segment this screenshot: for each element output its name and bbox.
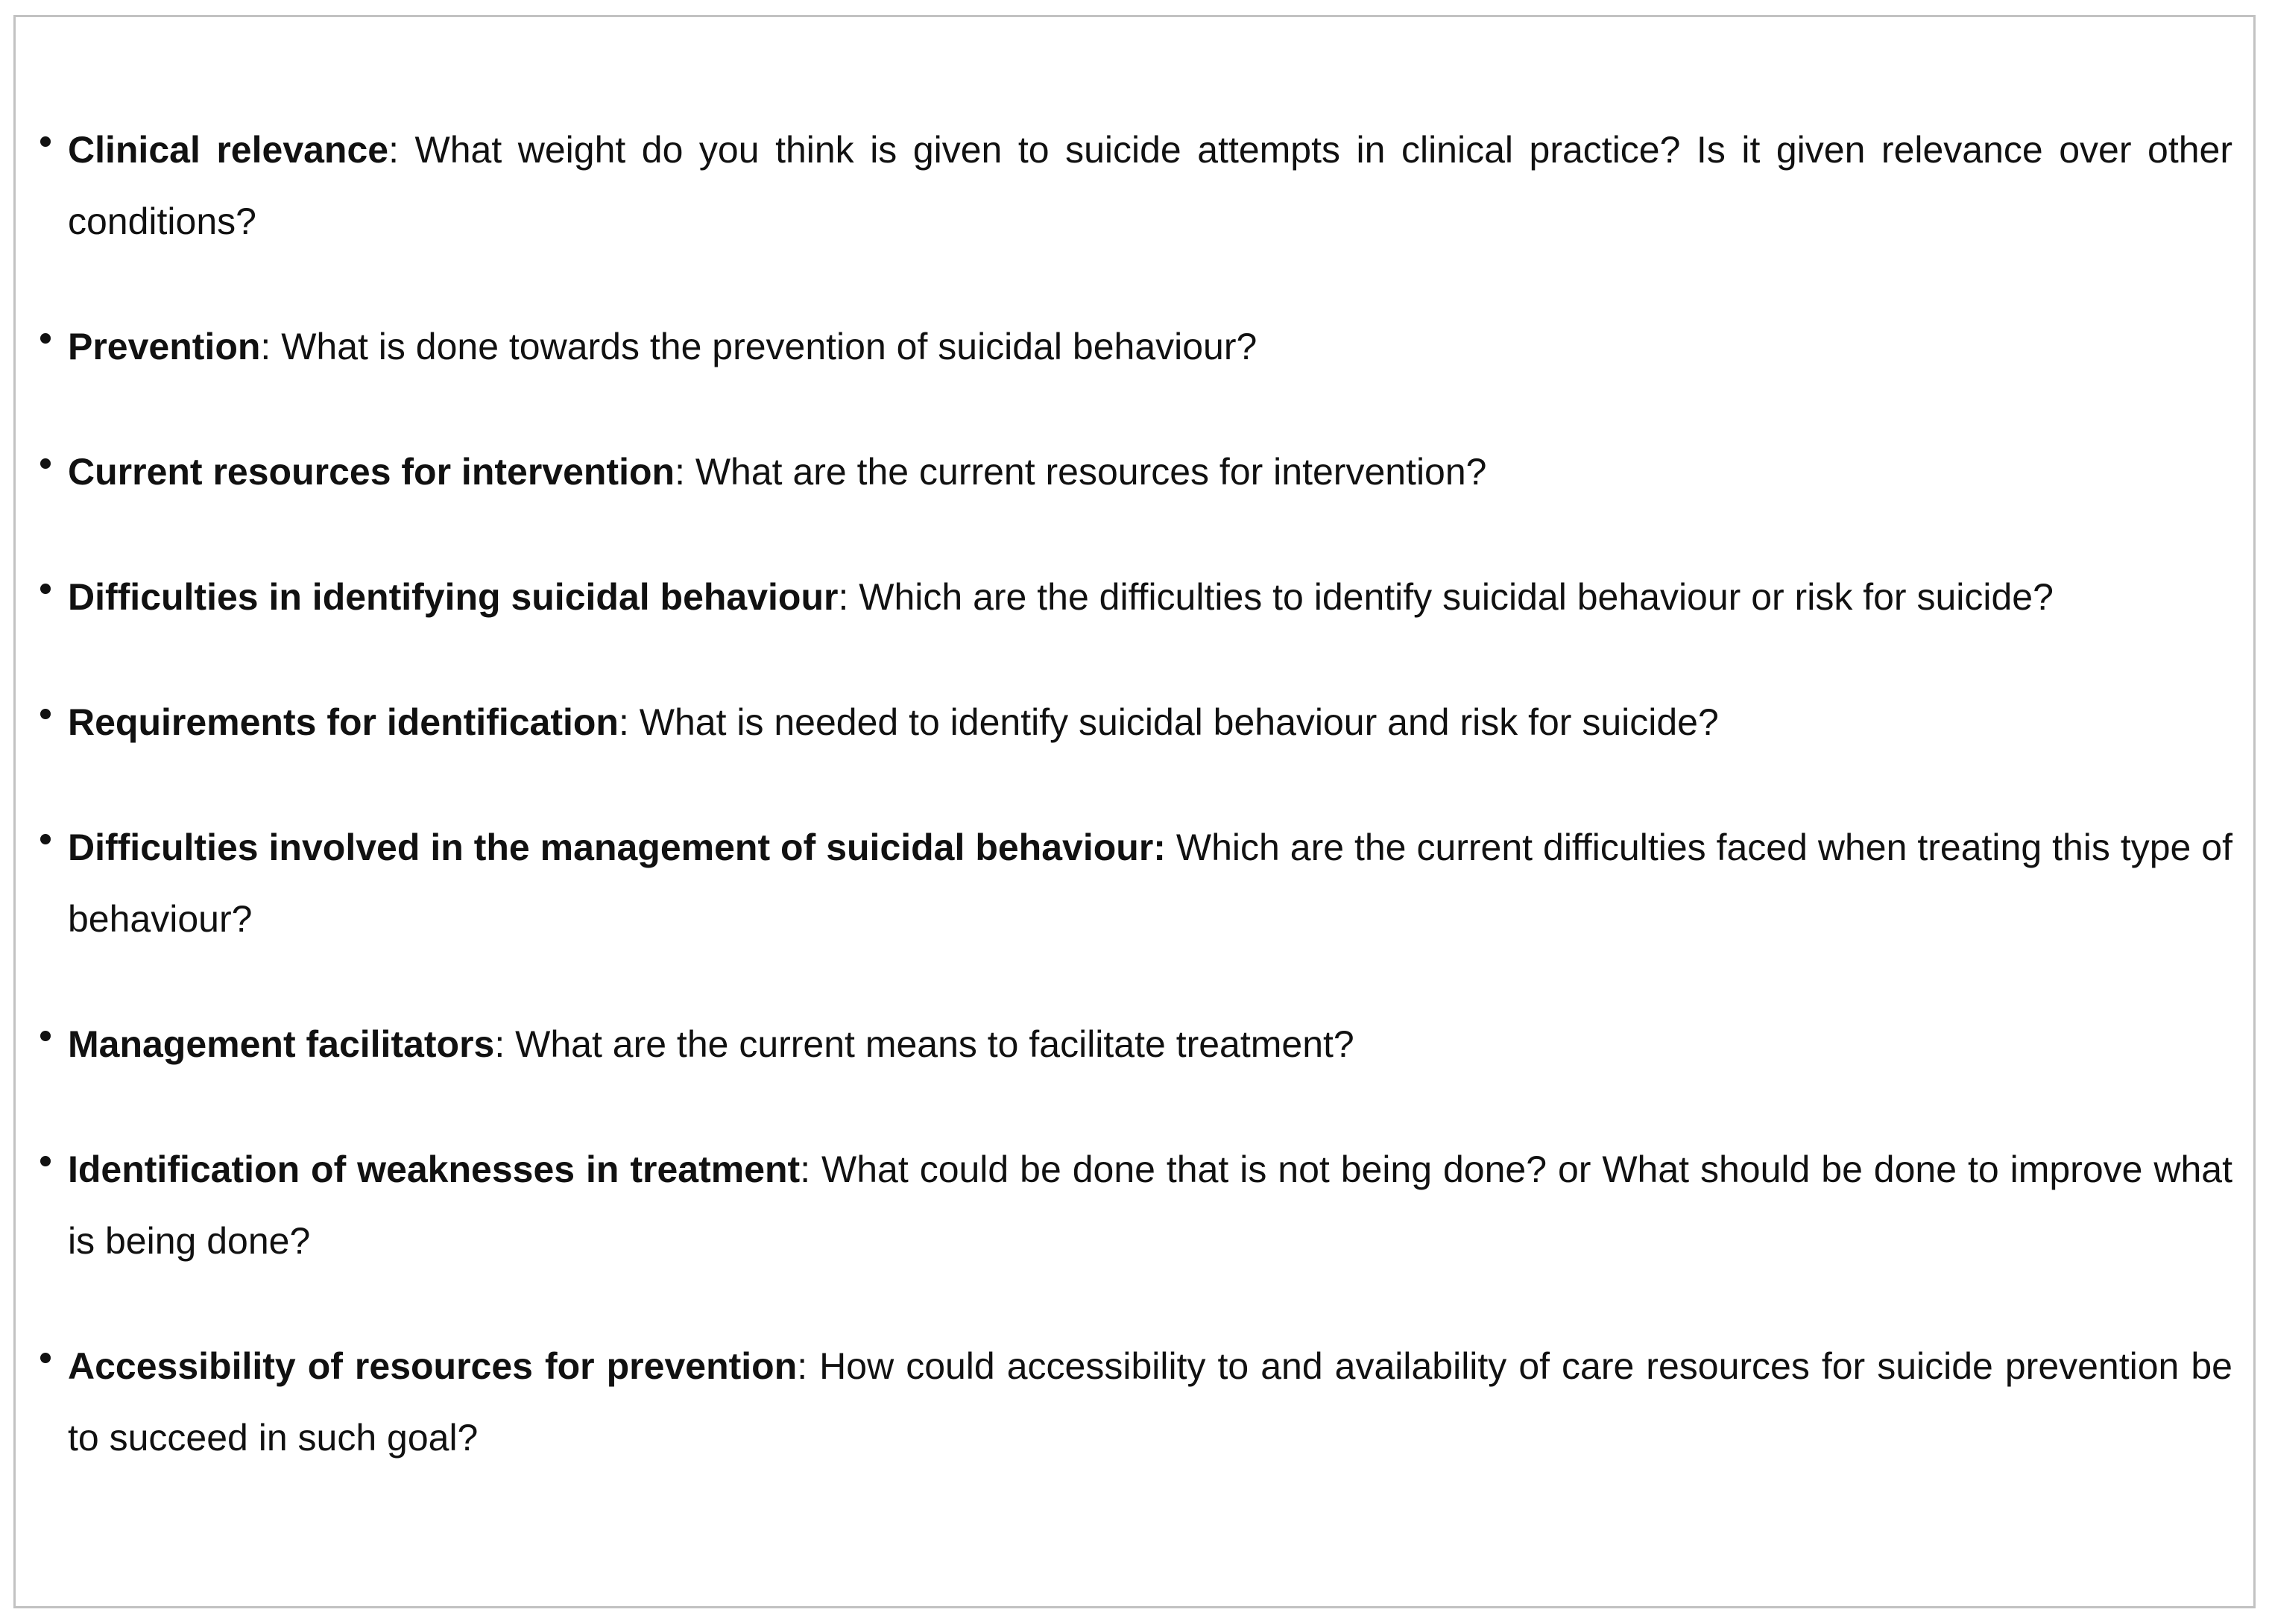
bullet-icon	[40, 458, 51, 469]
item-separator: :	[675, 451, 685, 493]
item-question: What could be done that is not being done? or What should be done to improve what is being done?	[68, 1149, 2232, 1262]
item-question: How could accessibility to and availability of care resources for suicide prevention be to succeed in such goal?	[68, 1345, 2232, 1459]
item-separator: :	[260, 326, 271, 367]
list-item-current-resources	[68, 436, 2232, 508]
item-term: Difficulties in identifying suicidal behaviour	[68, 576, 839, 618]
bullet-icon	[40, 1031, 51, 1041]
question-list	[68, 114, 2232, 1473]
item-question: What is done towards the prevention of suicidal behaviour?	[271, 326, 1257, 367]
item-term: Clinical relevance	[68, 129, 389, 171]
item-question: What are the current resources for intervention?	[684, 451, 1487, 493]
item-question: Which are the difficulties to identify suicidal behaviour or risk for suicide?	[848, 576, 2054, 618]
list-item-prevention	[68, 311, 2232, 382]
bullet-icon	[40, 333, 51, 344]
item-term: Difficulties involved in the management of suicidal behaviour:	[68, 827, 1166, 868]
item-term: Prevention	[68, 326, 261, 367]
list-item-clinical-relevance	[68, 114, 2232, 257]
bullet-icon	[40, 584, 51, 594]
item-separator: :	[388, 129, 399, 171]
item-term: Current resources for intervention	[68, 451, 675, 493]
item-separator: :	[838, 576, 849, 618]
item-term: Accessibility of resources for prevention	[68, 1345, 798, 1387]
item-question: What is needed to identify suicidal behaviour and risk for suicide?	[628, 701, 1719, 743]
item-question: What weight do you think is given to suicide attempts in clinical practice? Is it given relevance over other conditions?	[68, 129, 2232, 242]
bullet-icon	[40, 1156, 51, 1166]
item-term: Identification of weaknesses in treatment	[68, 1149, 801, 1190]
bullet-icon	[40, 709, 51, 719]
bullet-icon	[40, 834, 51, 844]
item-term: Management facilitators	[68, 1023, 495, 1065]
list-item-accessibility-resources	[68, 1330, 2232, 1473]
item-question: Which are the current difficulties faced when treating this type of behaviour?	[68, 827, 2232, 940]
list-item-weaknesses-treatment	[68, 1134, 2232, 1277]
bullet-icon	[40, 1353, 51, 1363]
item-separator: :	[494, 1023, 505, 1065]
item-term: Requirements for identification	[68, 701, 619, 743]
list-item-management-facilitators	[68, 1008, 2232, 1080]
item-separator: :	[797, 1345, 808, 1387]
question-box	[13, 15, 2256, 1608]
bullet-icon	[40, 136, 51, 147]
item-question: What are the current means to facilitate treatment?	[505, 1023, 1354, 1065]
list-item-requirements-identification	[68, 686, 2232, 758]
item-separator: :	[800, 1149, 811, 1190]
list-item-difficulties-identifying	[68, 561, 2232, 633]
item-separator: :	[618, 701, 629, 743]
list-item-difficulties-management	[68, 812, 2232, 955]
